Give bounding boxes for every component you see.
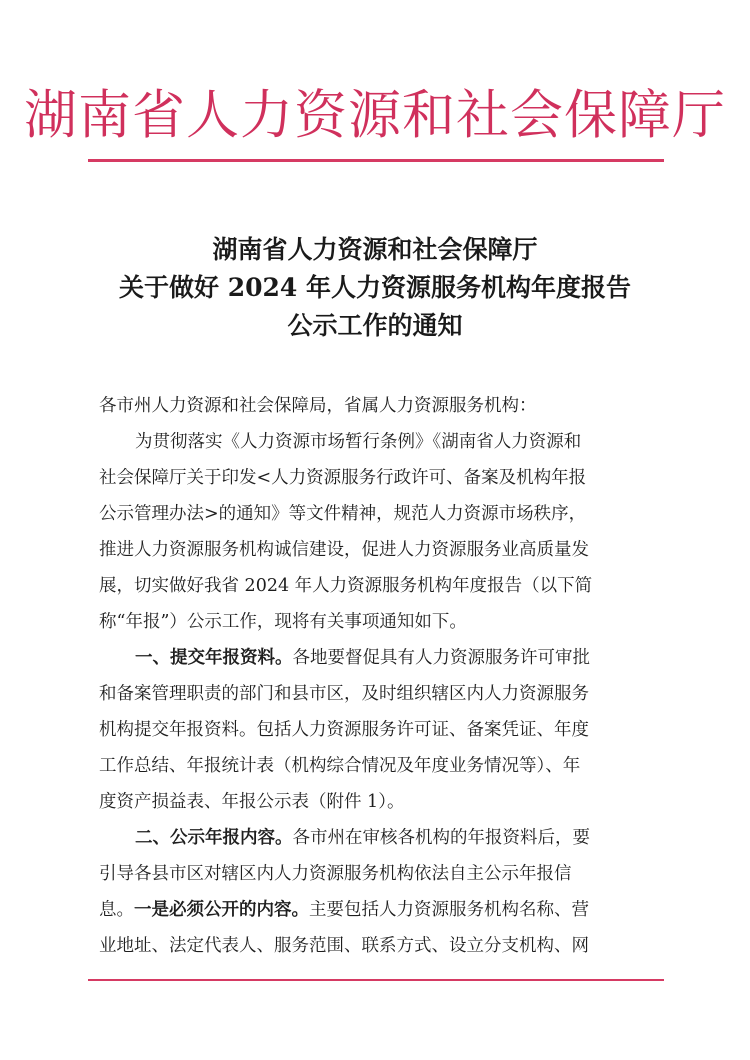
addressee: 各市州人力资源和社会保障局，省属人力资源服务机构： (99, 396, 537, 416)
paragraph-line: 度资产损益表、年报公示表（附件 1）。 (99, 792, 405, 812)
paragraph-line: 引导各县市区对辖区内人力资源服务机构依法自主公示年报信 (99, 864, 572, 884)
paragraph-intro (99, 424, 665, 640)
paragraph-line: 业地址、法定代表人、服务范围、联系方式、设立分支机构、网 (99, 936, 589, 956)
paragraph-line: 工作总结、年报统计表（机构综合情况及年度业务情况等）、年 (99, 756, 581, 776)
paragraph-line: 展，切实做好我省 2024 年人力资源服务机构年度报告（以下简 (99, 576, 593, 596)
section-publish-content (99, 820, 665, 964)
section-heading: 二、公示年报内容。 (135, 828, 293, 848)
subsection-heading: 一是必须公开的内容。 (134, 900, 309, 920)
document-body (99, 388, 665, 964)
letterhead-title: 湖南省人力资源和社会保障厅 (24, 85, 726, 146)
paragraph-line: 社会保障厅关于印发<人力资源服务行政许可、备案及机构年报 (99, 468, 587, 488)
title-line-1: 湖南省人力资源和社会保障厅 (212, 235, 538, 264)
paragraph-line: 推进人力资源服务机构诚信建设，促进人力资源服务业高质量发 (99, 540, 589, 560)
paragraph-text: 各市州在审核各机构的年报资料后，要 (292, 828, 590, 848)
letterhead-rule (88, 159, 664, 162)
paragraph-line (99, 820, 665, 856)
paragraph-text: 主要包括人力资源服务机构名称、营 (309, 900, 589, 920)
title-line-3: 公示工作的通知 (287, 311, 463, 340)
paragraph-text: 息。 (99, 900, 134, 920)
title-line-2: 关于做好 2024 年人力资源服务机构年度报告 (119, 273, 631, 302)
paragraph-line: 公示管理办法>的通知》等文件精神，规范人力资源市场秩序， (99, 504, 587, 524)
paragraph-line: 为贯彻落实《人力资源市场暂行条例》《湖南省人力资源和 (135, 432, 582, 452)
paragraph-line: 称“年报”）公示工作，现将有关事项通知如下。 (99, 612, 467, 632)
section-heading: 一、提交年报资料。 (135, 648, 293, 668)
paragraph-line (99, 640, 665, 676)
paragraph-line (99, 892, 665, 928)
paragraph-text: 各地要督促具有人力资源服务许可审批 (292, 648, 590, 668)
document-title (0, 231, 750, 345)
paragraph-line: 和备案管理职责的部门和县市区，及时组织辖区内人力资源服务 (99, 684, 589, 704)
section-submit-reports (99, 640, 665, 820)
paragraph-line: 机构提交年报资料。包括人力资源服务许可证、备案凭证、年度 (99, 720, 589, 740)
footer-rule (88, 979, 664, 981)
